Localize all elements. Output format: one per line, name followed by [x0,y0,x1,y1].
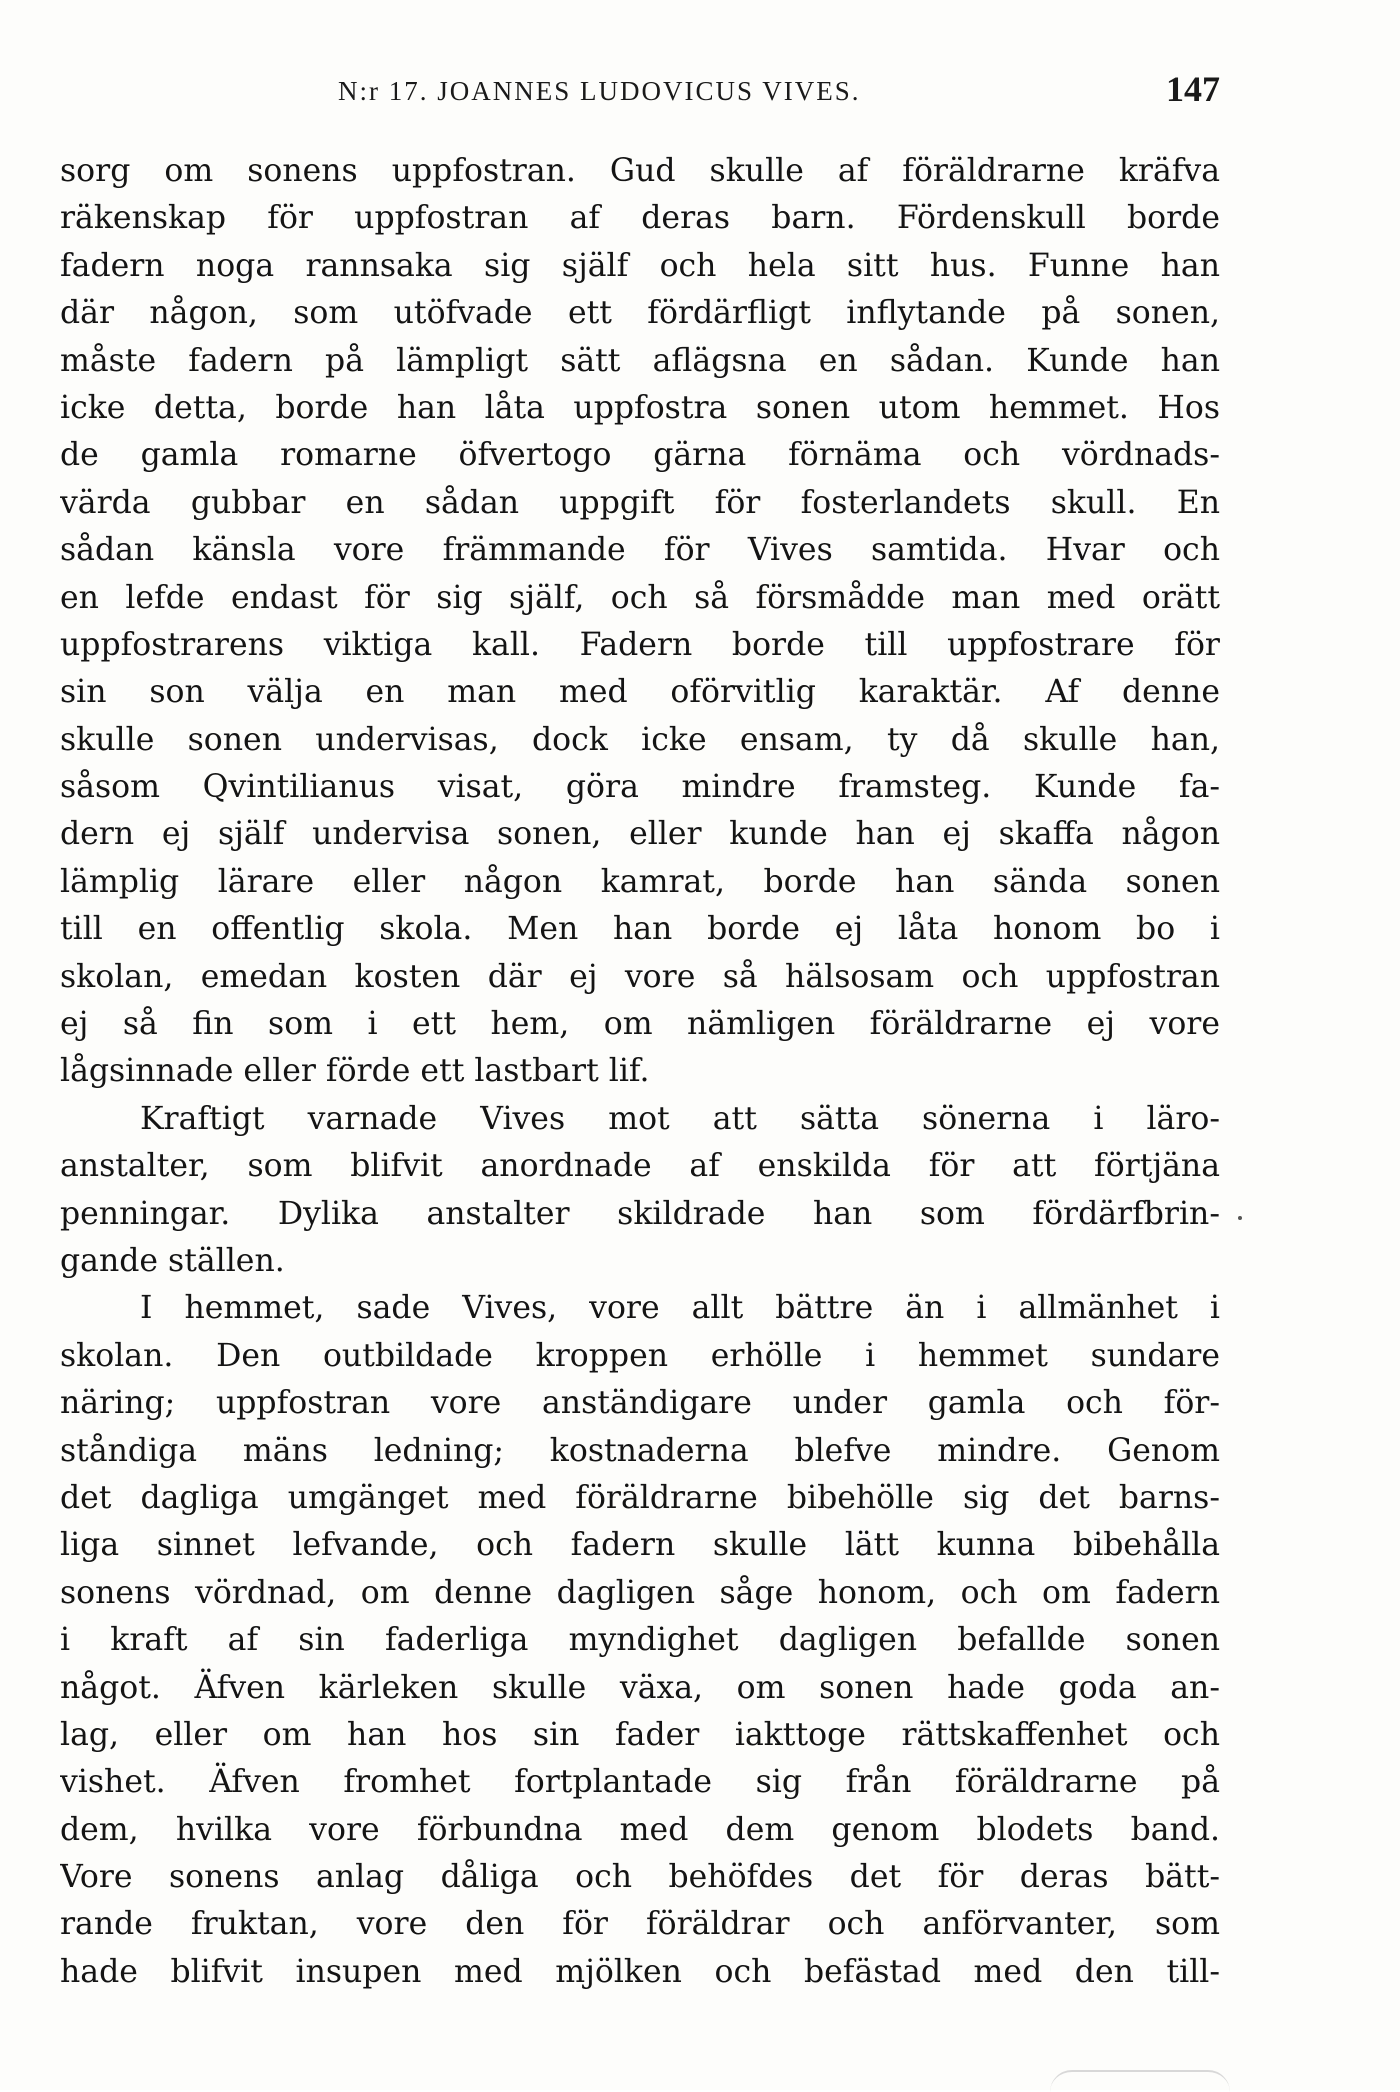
text-line: där någon, som utöfvade ett fördärfligt inflytande på sonen, [60,295,1220,332]
text-line: sådan känsla vore främmande för Vives samtida. Hvar och [60,532,1220,569]
text-line: gande ställen. [60,1242,285,1279]
text-line: till en offentlig skola. Men han borde ej låta honom bo i [60,911,1220,948]
body-text [60,148,1220,1996]
text-line: sorg om sonens uppfostran. Gud skulle af föräldrarne kräfva [60,153,1220,189]
text-line: icke detta, borde han låta uppfostra sonen utom hemmet. Hos [60,389,1220,426]
text-line: måste fadern på lämpligt sätt aflägsna en sådan. Kunde han [60,342,1220,379]
text-line: I hemmet, sade Vives, vore allt bättre än i allmänhet i [140,1290,1220,1327]
text-line: lågsinnade eller förde ett lastbart lif. [60,1053,650,1090]
text-line: såsom Qvintilianus visat, göra mindre framsteg. Kunde fa- [60,769,1220,806]
page-number: 147 [1166,69,1220,109]
text-line: lag, eller om han hos sin fader iakttoge rättskaffenhet och [60,1716,1220,1753]
text-line: skolan, emedan kosten där ej vore så hälsosam och uppfostran [60,958,1220,995]
text-line: uppfostrarens viktiga kall. Fadern borde till uppfostrare för [60,626,1220,663]
text-line: ståndiga mäns ledning; kostnaderna blefve mindre. Genom [60,1432,1220,1469]
text-line: skolan. Den outbildade kroppen erhölle i hemmet sundare [60,1337,1220,1374]
text-line: dern ej själf undervisa sonen, eller kunde han ej skaffa någon [60,816,1220,853]
text-line: det dagliga umgänget med föräldrarne bibehölle sig det barns- [60,1479,1220,1516]
text-line: i kraft af sin faderliga myndighet dagligen befallde sonen [60,1622,1220,1659]
text-line: sin son välja en man med oförvitlig karaktär. Af denne [60,674,1220,711]
text-line: näring; uppfostran vore anständigare under gamla och för- [60,1385,1220,1422]
text-line: Vore sonens anlag dåliga och behöfdes det för deras bätt- [60,1859,1220,1896]
text-line: lämplig lärare eller någon kamrat, borde han sända sonen [60,863,1220,900]
text-line: anstalter, som blifvit anordnade af enskilda för att förtjäna [60,1148,1220,1185]
text-line: liga sinnet lefvande, och fadern skulle lätt kunna bibehålla [60,1527,1220,1564]
text-line: räkenskap för uppfostran af deras barn. Fördenskull borde [60,200,1220,237]
text-line: en lefde endast för sig själf, och så försmådde man med orätt [60,579,1220,616]
text-line: ej så fin som i ett hem, om nämligen föräldrarne ej vore [60,1006,1220,1043]
text-line: penningar. Dylika anstalter skildrade han som fördärfbrin- [60,1195,1220,1232]
text-line: vishet. Äfven fromhet fortplantade sig från föräldrarne på [60,1764,1220,1801]
text-line: de gamla romarne öfvertogo gärna förnäma och vördnads- [60,437,1220,474]
page-header [60,68,1220,118]
margin-dot [1238,1216,1242,1220]
text-line: värda gubbar en sådan uppgift för fosterlandets skull. En [60,484,1220,521]
text-line: hade blifvit insupen med mjölken och befästad med den till- [60,1953,1220,1990]
text-line: rande fruktan, vore den för föräldrar och anförvanter, som [60,1906,1220,1943]
text-line: dem, hvilka vore förbundna med dem genom blodets band. [60,1811,1220,1848]
text-line: fadern noga rannsaka sig själf och hela sitt hus. Funne han [60,247,1220,284]
text-line: sonens vördnad, om denne dagligen såge honom, och om fadern [60,1574,1220,1611]
text-line: skulle sonen undervisas, dock icke ensam, ty då skulle han, [60,721,1220,758]
running-head: N:r 17. JOANNES LUDOVICUS VIVES. [338,76,861,106]
page-edge-mark [1050,2070,1230,2092]
text-line: Kraftigt varnade Vives mot att sätta sönerna i läro- [140,1100,1220,1137]
text-line: något. Äfven kärleken skulle växa, om sonen hade goda an- [60,1669,1220,1706]
